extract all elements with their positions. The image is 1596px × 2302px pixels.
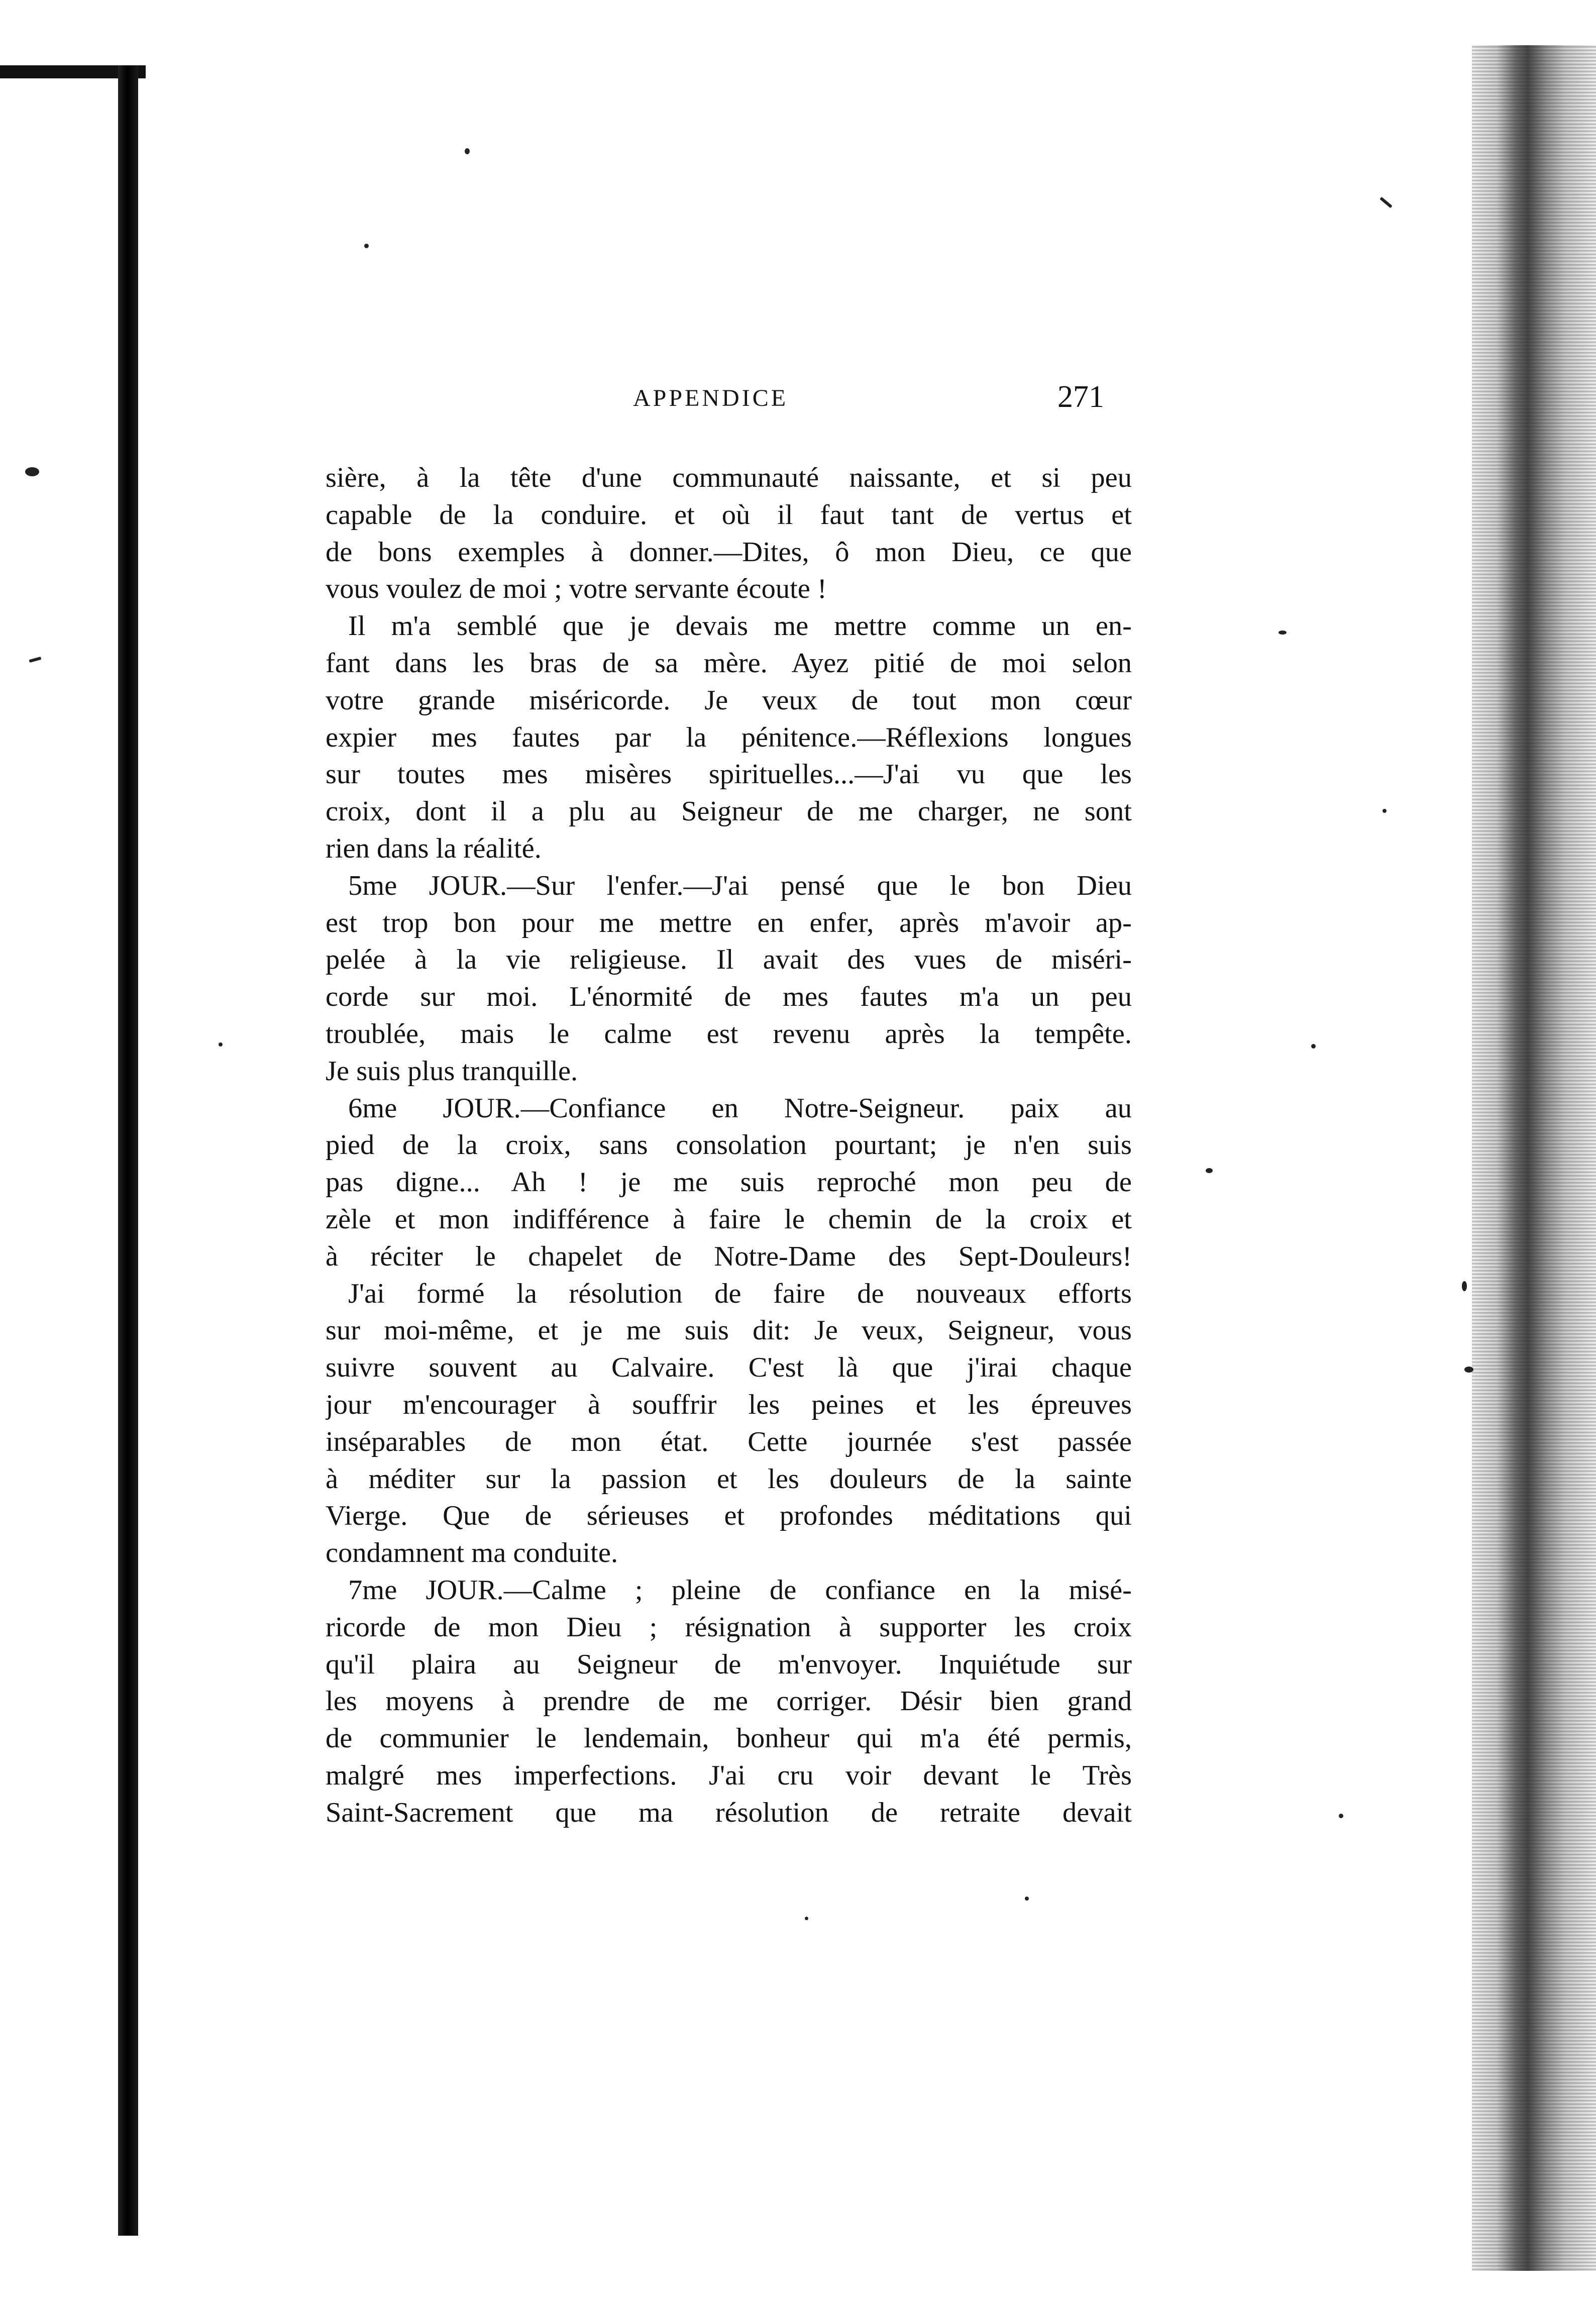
text-line: Saint-Sacrement que ma résolution de retraite devait bbox=[326, 1797, 1132, 1828]
text-line: zèle et mon indifférence à faire le chemin de la croix et bbox=[326, 1203, 1132, 1235]
text-line: troublée, mais le calme est revenu après la tempête. bbox=[326, 1018, 1132, 1050]
text-line: vous voulez de moi ; votre servante écoute ! bbox=[326, 573, 827, 605]
text-line: à réciter le chapelet de Notre-Dame des Sept-Douleurs! bbox=[326, 1240, 1132, 1272]
text-line: jour m'encourager à souffrir les peines et les épreuves bbox=[326, 1389, 1132, 1420]
paragraph-start-line: 6me JOUR.—Confiance en Notre-Seigneur. paix au bbox=[348, 1092, 1132, 1124]
paragraph-start-line: 5me JOUR.—Sur l'enfer.—J'ai pensé que le bon Dieu bbox=[348, 870, 1132, 901]
text-line: pelée à la vie religieuse. Il avait des vues de miséri- bbox=[326, 944, 1132, 976]
scan-speck bbox=[1311, 1044, 1316, 1049]
text-line: corde sur moi. L'énormité de mes fautes m'a un peu bbox=[326, 981, 1132, 1013]
text-line: rien dans la réalité. bbox=[326, 832, 542, 864]
text-line: condamnent ma conduite. bbox=[326, 1537, 618, 1569]
scan-speck bbox=[364, 244, 369, 248]
text-line: Je suis plus tranquille. bbox=[326, 1055, 578, 1087]
text-line: inséparables de mon état. Cette journée s'est passée bbox=[326, 1426, 1132, 1457]
text-line: à méditer sur la passion et les douleurs de la sainte bbox=[326, 1463, 1132, 1495]
binding-shadow-left bbox=[118, 65, 138, 2236]
text-line: sière, à la tête d'une communauté naissante, et si peu bbox=[326, 462, 1132, 493]
scan-speck bbox=[1339, 1814, 1343, 1818]
text-line: pas digne... Ah ! je me suis reproché mon peu de bbox=[326, 1167, 1132, 1198]
paragraph-start-line: 7me JOUR.—Calme ; pleine de confiance en la misé- bbox=[348, 1574, 1132, 1606]
text-line: les moyens à prendre de me corriger. Désir bien grand bbox=[326, 1686, 1132, 1717]
scan-speck bbox=[805, 1917, 808, 1920]
text-line: Vierge. Que de sérieuses et profondes méditations qui bbox=[326, 1500, 1132, 1532]
paragraph-start-line: J'ai formé la résolution de faire de nouveaux efforts bbox=[348, 1278, 1132, 1309]
page-edge-right bbox=[1472, 45, 1596, 2271]
text-line: votre grande miséricorde. Je veux de tout mon cœur bbox=[326, 684, 1132, 716]
scan-speck bbox=[1462, 1281, 1467, 1291]
scan-speck bbox=[29, 657, 42, 663]
text-line: sur toutes mes misères spirituelles...—J'ai vu que les bbox=[326, 759, 1132, 790]
text-line: qu'il plaira au Seigneur de m'envoyer. Inquiétude sur bbox=[326, 1648, 1132, 1680]
text-line: de bons exemples à donner.—Dites, ô mon Dieu, ce que bbox=[326, 536, 1132, 568]
text-line: capable de la conduire. et où il faut tant de vertus et bbox=[326, 499, 1132, 531]
text-line: de communier le lendemain, bonheur qui m'a été permis, bbox=[326, 1723, 1132, 1754]
scan-speck bbox=[1025, 1897, 1029, 1901]
text-line: fant dans les bras de sa mère. Ayez pitié de moi selon bbox=[326, 647, 1132, 679]
text-line: pied de la croix, sans consolation pourtant; je n'en suis bbox=[326, 1129, 1132, 1161]
body-text bbox=[326, 460, 1132, 1831]
scan-speck bbox=[1464, 1367, 1473, 1373]
text-line: malgré mes imperfections. J'ai cru voir devant le Très bbox=[326, 1759, 1132, 1791]
scan-speck bbox=[465, 148, 470, 154]
scan-speck bbox=[25, 467, 39, 476]
text-line: ricorde de mon Dieu ; résignation à supporter les croix bbox=[326, 1611, 1132, 1643]
text-line: suivre souvent au Calvaire. C'est là que j'irai chaque bbox=[326, 1352, 1132, 1384]
running-head: APPENDICE bbox=[633, 385, 789, 411]
text-line: est trop bon pour me mettre en enfer, après m'avoir ap- bbox=[326, 907, 1132, 938]
paragraph-start-line: Il m'a semblé que je devais me mettre comme un en- bbox=[348, 610, 1132, 642]
scan-speck bbox=[1382, 809, 1387, 813]
scan-speck bbox=[1279, 631, 1287, 635]
text-line: expier mes fautes par la pénitence.—Réflexions longues bbox=[326, 721, 1132, 753]
page-number: 271 bbox=[1057, 380, 1104, 414]
scan-speck bbox=[1206, 1168, 1213, 1173]
scan-speck bbox=[1379, 197, 1392, 208]
text-line: sur moi-même, et je me suis dit: Je veux, Seigneur, vous bbox=[326, 1315, 1132, 1346]
text-line: croix, dont il a plu au Seigneur de me charger, ne sont bbox=[326, 796, 1132, 827]
scan-speck bbox=[219, 1042, 223, 1047]
